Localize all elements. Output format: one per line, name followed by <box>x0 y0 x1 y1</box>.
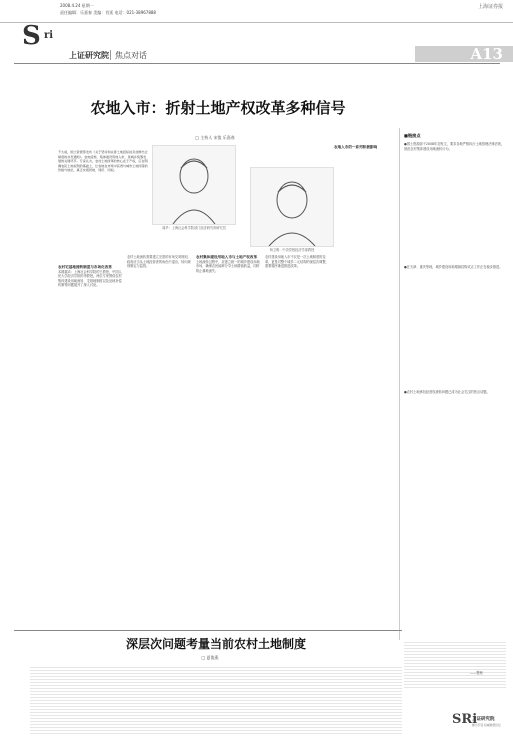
subhead-3: 农地入市的一系列积极影响 <box>334 145 378 149</box>
guest-photo-1 <box>152 145 236 225</box>
header-editor-line: 责任编辑：乐嘉春 美编：肖延 电话：021-38967888 <box>60 10 156 15</box>
column-text-4: 农村建设用地入市不仅是一次土地制度的变革，更是对整个城乡二元结构的深层次调整，需要循序渐进推进改革。 <box>265 255 329 269</box>
photo-caption-1: 周华：上海社会科学院部门经济研究所研究员 <box>162 226 226 230</box>
portrait-icon <box>251 168 333 246</box>
sidebar-item: ●国土资源部于2008年初发文，要求各地严格执行土地管理法律法规，规范农村集体建设用地流转行为。 <box>404 142 505 151</box>
sidebar-item: ●农村土地承包经营权流转问题已成为社会关注的热点话题。 <box>404 390 490 394</box>
footer-slogan: 倾力打造 权威财经论坛 <box>472 723 501 727</box>
article-column-2 <box>127 255 191 625</box>
sidebar-item: ●在天津、重庆等地，城乡建设用地增减挂钩试点工作正在稳步推进。 <box>404 265 503 269</box>
main-byline: □ 主持人 宋俊 乐嘉春 <box>195 135 235 140</box>
editor-note: ——整理 <box>470 671 483 675</box>
section-name: 上证研究院 <box>69 51 109 60</box>
sidebar-title: ■链接点 <box>404 133 421 138</box>
subhead-1: 农村宅基地流转制度与市场化改革 <box>58 265 112 269</box>
article-column-5 <box>334 145 396 625</box>
main-headline: 农地入市：折射土地产权改革多种信号 <box>90 99 346 117</box>
bottom-sidebar-text <box>404 640 506 690</box>
header-rule <box>14 63 500 64</box>
lead-paragraph: 不久前，国土资源部发布《关于坚持和完善土地招标拍卖挂牌出让制度的补充通知》。农地流转、集体建设用地入市，是城乡统筹发展的关键环节。专家认为，农村土地改革的核心在于产权，应在明确农民土地权利的基础上，让农地在市场中获得与城市土地同等的价格与地位，真正实现同地、同价、同权。 <box>58 150 148 172</box>
bottom-headline: 深层次问题考量当前农村土地制度 <box>125 637 306 651</box>
section-logo-s: S <box>22 21 40 51</box>
bottom-article-body <box>30 665 402 735</box>
article-column-4 <box>265 255 329 625</box>
column-text-3: 土地流转过程中，应建立统一的城乡建设用地市场，确保农民能够分享土地增值收益，同时防止耕地流失。 <box>196 259 260 273</box>
bottom-rule <box>14 630 402 631</box>
photo-caption-2: 杨卫明：中央党校经济学部教授 <box>269 248 315 252</box>
article-column-3 <box>196 255 260 625</box>
page-number: A13 <box>470 45 503 63</box>
column-text-1: 本期嘉宾：上海社会科学院的王教授，中国人民大学经济学院的李教授。两位专家围绕农村集体建设用地流转、宅基地制度以及征地补偿机制等问题展开了深入讨论。 <box>58 269 122 288</box>
guest-photo-2 <box>250 167 334 247</box>
bottom-byline: □ 夏俊燕 <box>201 655 219 660</box>
article-column-1 <box>58 265 122 625</box>
footer-logo: SRi <box>452 712 478 727</box>
header-date: 2008.4.24 星期一 <box>60 3 94 8</box>
portrait-icon <box>153 146 235 224</box>
newspaper-name: 上海证券报 <box>477 4 503 10</box>
footer-name: 上证研究院 <box>472 717 495 722</box>
subhead-2: 农村集体建设用地入市与土地产权改革 <box>196 255 258 259</box>
column-text-2: 农村土地流转需要建立完善的市场交易规则，政府应当从土地经营者的角色中退出，转向规则制定与监管。 <box>127 255 191 269</box>
section-divider <box>110 50 111 60</box>
column-name: 焦点对话 <box>115 51 147 60</box>
section-logo-ri: ri <box>44 30 54 41</box>
